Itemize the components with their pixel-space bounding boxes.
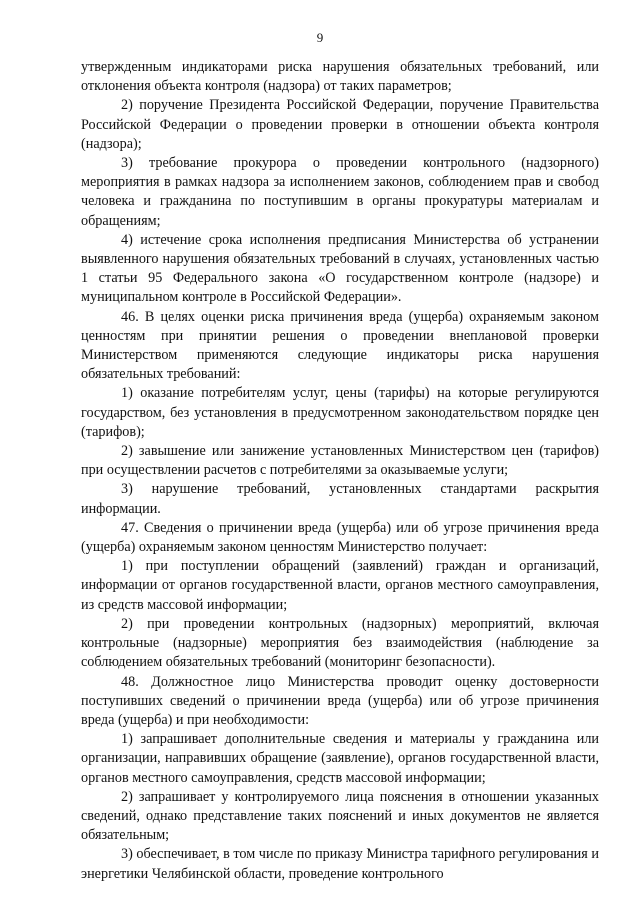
paragraph-president-order: 2) поручение Президента Российской Федерации, поручение Правительства Российской Федерации о проведении проверки в отношении объекта контроля (надзора); — [81, 97, 599, 152]
paragraph-action-3: 3) обеспечивает, в том числе по приказу Министра тарифного регулирования и энергетики Челябинской области, проведение контрольного — [81, 846, 599, 882]
document-body — [81, 58, 599, 884]
paragraph-indicator-1: 1) оказание потребителям услуг, цены (тарифы) на которые регулируются государством, без установления в предусмотренном законодательством порядке цен (тарифов); — [81, 385, 599, 440]
paragraph-indicator-2: 2) завышение или занижение установленных Министерством цен (тарифов) при осуществлении расчетов с потребителями за оказываемые услуги; — [81, 443, 599, 479]
paragraph-indicator-3: 3) нарушение требований, установленных стандартами раскрытия информации. — [81, 481, 599, 517]
paragraph-source-1: 1) при поступлении обращений (заявлений) граждан и организаций, информации от органов государственной власти, органов местного самоуправления, из средств массовой информации; — [81, 558, 599, 613]
paragraph-action-2: 2) запрашивает у контролируемого лица пояснения в отношении указанных сведений, однако представление таких пояснений и иных документов не является обязательным; — [81, 788, 599, 844]
paragraph-prosecutor-demand: 3) требование прокурора о проведении контрольного (надзорного) мероприятия в рамках надзора за исполнением законов, соблюдением прав и свобод человека и гражданина по поступившим в органы прокуратуры материалам и обращениям; — [81, 155, 599, 229]
page-number: 9 — [316, 30, 324, 45]
paragraph-criteria-continuation: утвержденным индикаторами риска нарушения обязательных требований, или отклонения объекта контроля (надзора) от таких параметров; — [81, 59, 599, 95]
paragraph-source-2: 2) при проведении контрольных (надзорных) мероприятий, включая контрольные (надзорные) мероприятия без взаимодействия (наблюдение за соблюдением обязательных требований (мониторинг безопасности). — [81, 615, 599, 671]
paragraph-clause-48: 48. Должностное лицо Министерства проводит оценку достоверности поступивших сведений о причинении вреда (ущерба) или об угрозе причинения вреда (ущерба) и при необходимости: — [81, 673, 599, 728]
paragraph-action-1: 1) запрашивает дополнительные сведения и материалы у гражданина или организации, направивших обращение (заявление), органов государственной власти, органов местного самоуправления, средств массовой информации; — [81, 731, 599, 786]
paragraph-clause-47: 47. Сведения о причинении вреда (ущерба) или об угрозе причинения вреда (ущерба) охраняемым законом ценностям Министерство получает: — [81, 519, 599, 556]
paragraph-order-deadline: 4) истечение срока исполнения предписания Министерства об устранении выявленного нарушения обязательных требований в случаях, установленных частью 1 статьи 95 Федерального закона «О государственном контроле (надзоре) и муниципальном контроле в Российской Федерации». — [81, 231, 599, 306]
paragraph-clause-46: 46. В целях оценки риска причинения вреда (ущерба) охраняемым законом ценностям при принятии решения о проведении внеплановой проверки Министерством применяются следующие индикаторы риска нарушения обязательных требований: — [81, 308, 599, 383]
